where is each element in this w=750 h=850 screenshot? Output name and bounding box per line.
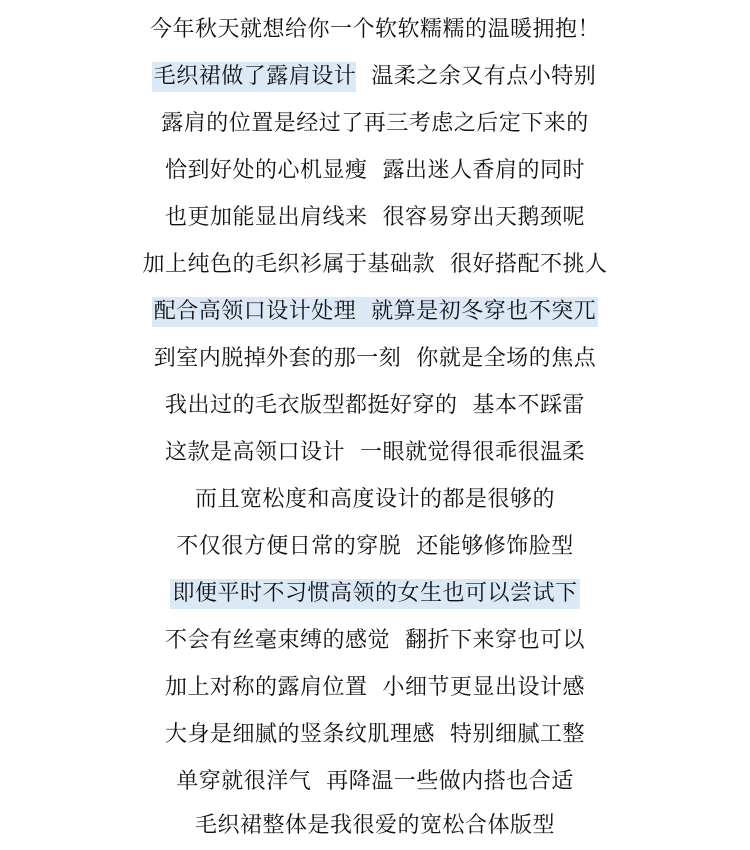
text-line — [0, 523, 750, 570]
text-line — [0, 476, 750, 523]
text-line — [0, 758, 750, 805]
line-text: 毛织裙整体是我很爱的宽松合体版型 — [194, 812, 555, 838]
text-line — [0, 6, 750, 53]
text-line — [0, 53, 750, 100]
text-line — [0, 382, 750, 429]
line-text: 这款是高领口设计 一眼就觉得很乖很温柔 — [165, 439, 585, 465]
line-text: 加上纯色的毛织衫属于基础款 很好搭配不挑人 — [142, 251, 608, 277]
text-line — [0, 194, 750, 241]
line-text: 而且宽松度和高度设计的都是很够的 — [194, 486, 555, 512]
line-text: 不会有丝毫束缚的感觉 翻折下来穿也可以 — [165, 627, 585, 653]
text-line — [0, 617, 750, 664]
text-line — [0, 429, 750, 476]
text-line — [0, 147, 750, 194]
highlighted-line-text: 即便平时不习惯高领的女生也可以尝试下 — [170, 579, 579, 609]
line-text: 今年秋天就想给你一个软软糯糯的温暖拥抱！ — [149, 16, 600, 42]
text-line — [0, 570, 750, 617]
line-text: 温柔之余又有点小特别 — [356, 63, 597, 89]
text-line — [0, 664, 750, 711]
line-text: 不仅很方便日常的穿脱 还能够修饰脸型 — [176, 533, 574, 559]
text-line — [0, 802, 750, 849]
line-text: 露肩的位置是经过了再三考虑之后定下来的 — [161, 110, 589, 136]
highlighted-line-text: 配合高领口设计处理 就算是初冬穿也不突兀 — [152, 297, 599, 327]
line-text: 恰到好处的心机显瘦 露出迷人香肩的同时 — [165, 157, 585, 183]
text-line — [0, 335, 750, 382]
line-text: 也更加能显出肩线来 很容易穿出天鹅颈呢 — [165, 204, 585, 230]
text-line — [0, 100, 750, 147]
text-line — [0, 711, 750, 758]
line-text: 我出过的毛衣版型都挺好穿的 基本不踩雷 — [165, 392, 585, 418]
line-text: 到室内脱掉外套的那一刻 你就是全场的焦点 — [153, 345, 597, 371]
highlighted-line-text: 毛织裙做了露肩设计 — [152, 62, 357, 92]
text-line — [0, 288, 750, 335]
text-line — [0, 241, 750, 288]
line-text: 加上对称的露肩位置 小细节更显出设计感 — [165, 674, 585, 700]
line-text: 单穿就很洋气 再降温一些做内搭也合适 — [176, 768, 574, 794]
line-text: 大身是细腻的竖条纹肌理感 特别细腻工整 — [165, 721, 585, 747]
